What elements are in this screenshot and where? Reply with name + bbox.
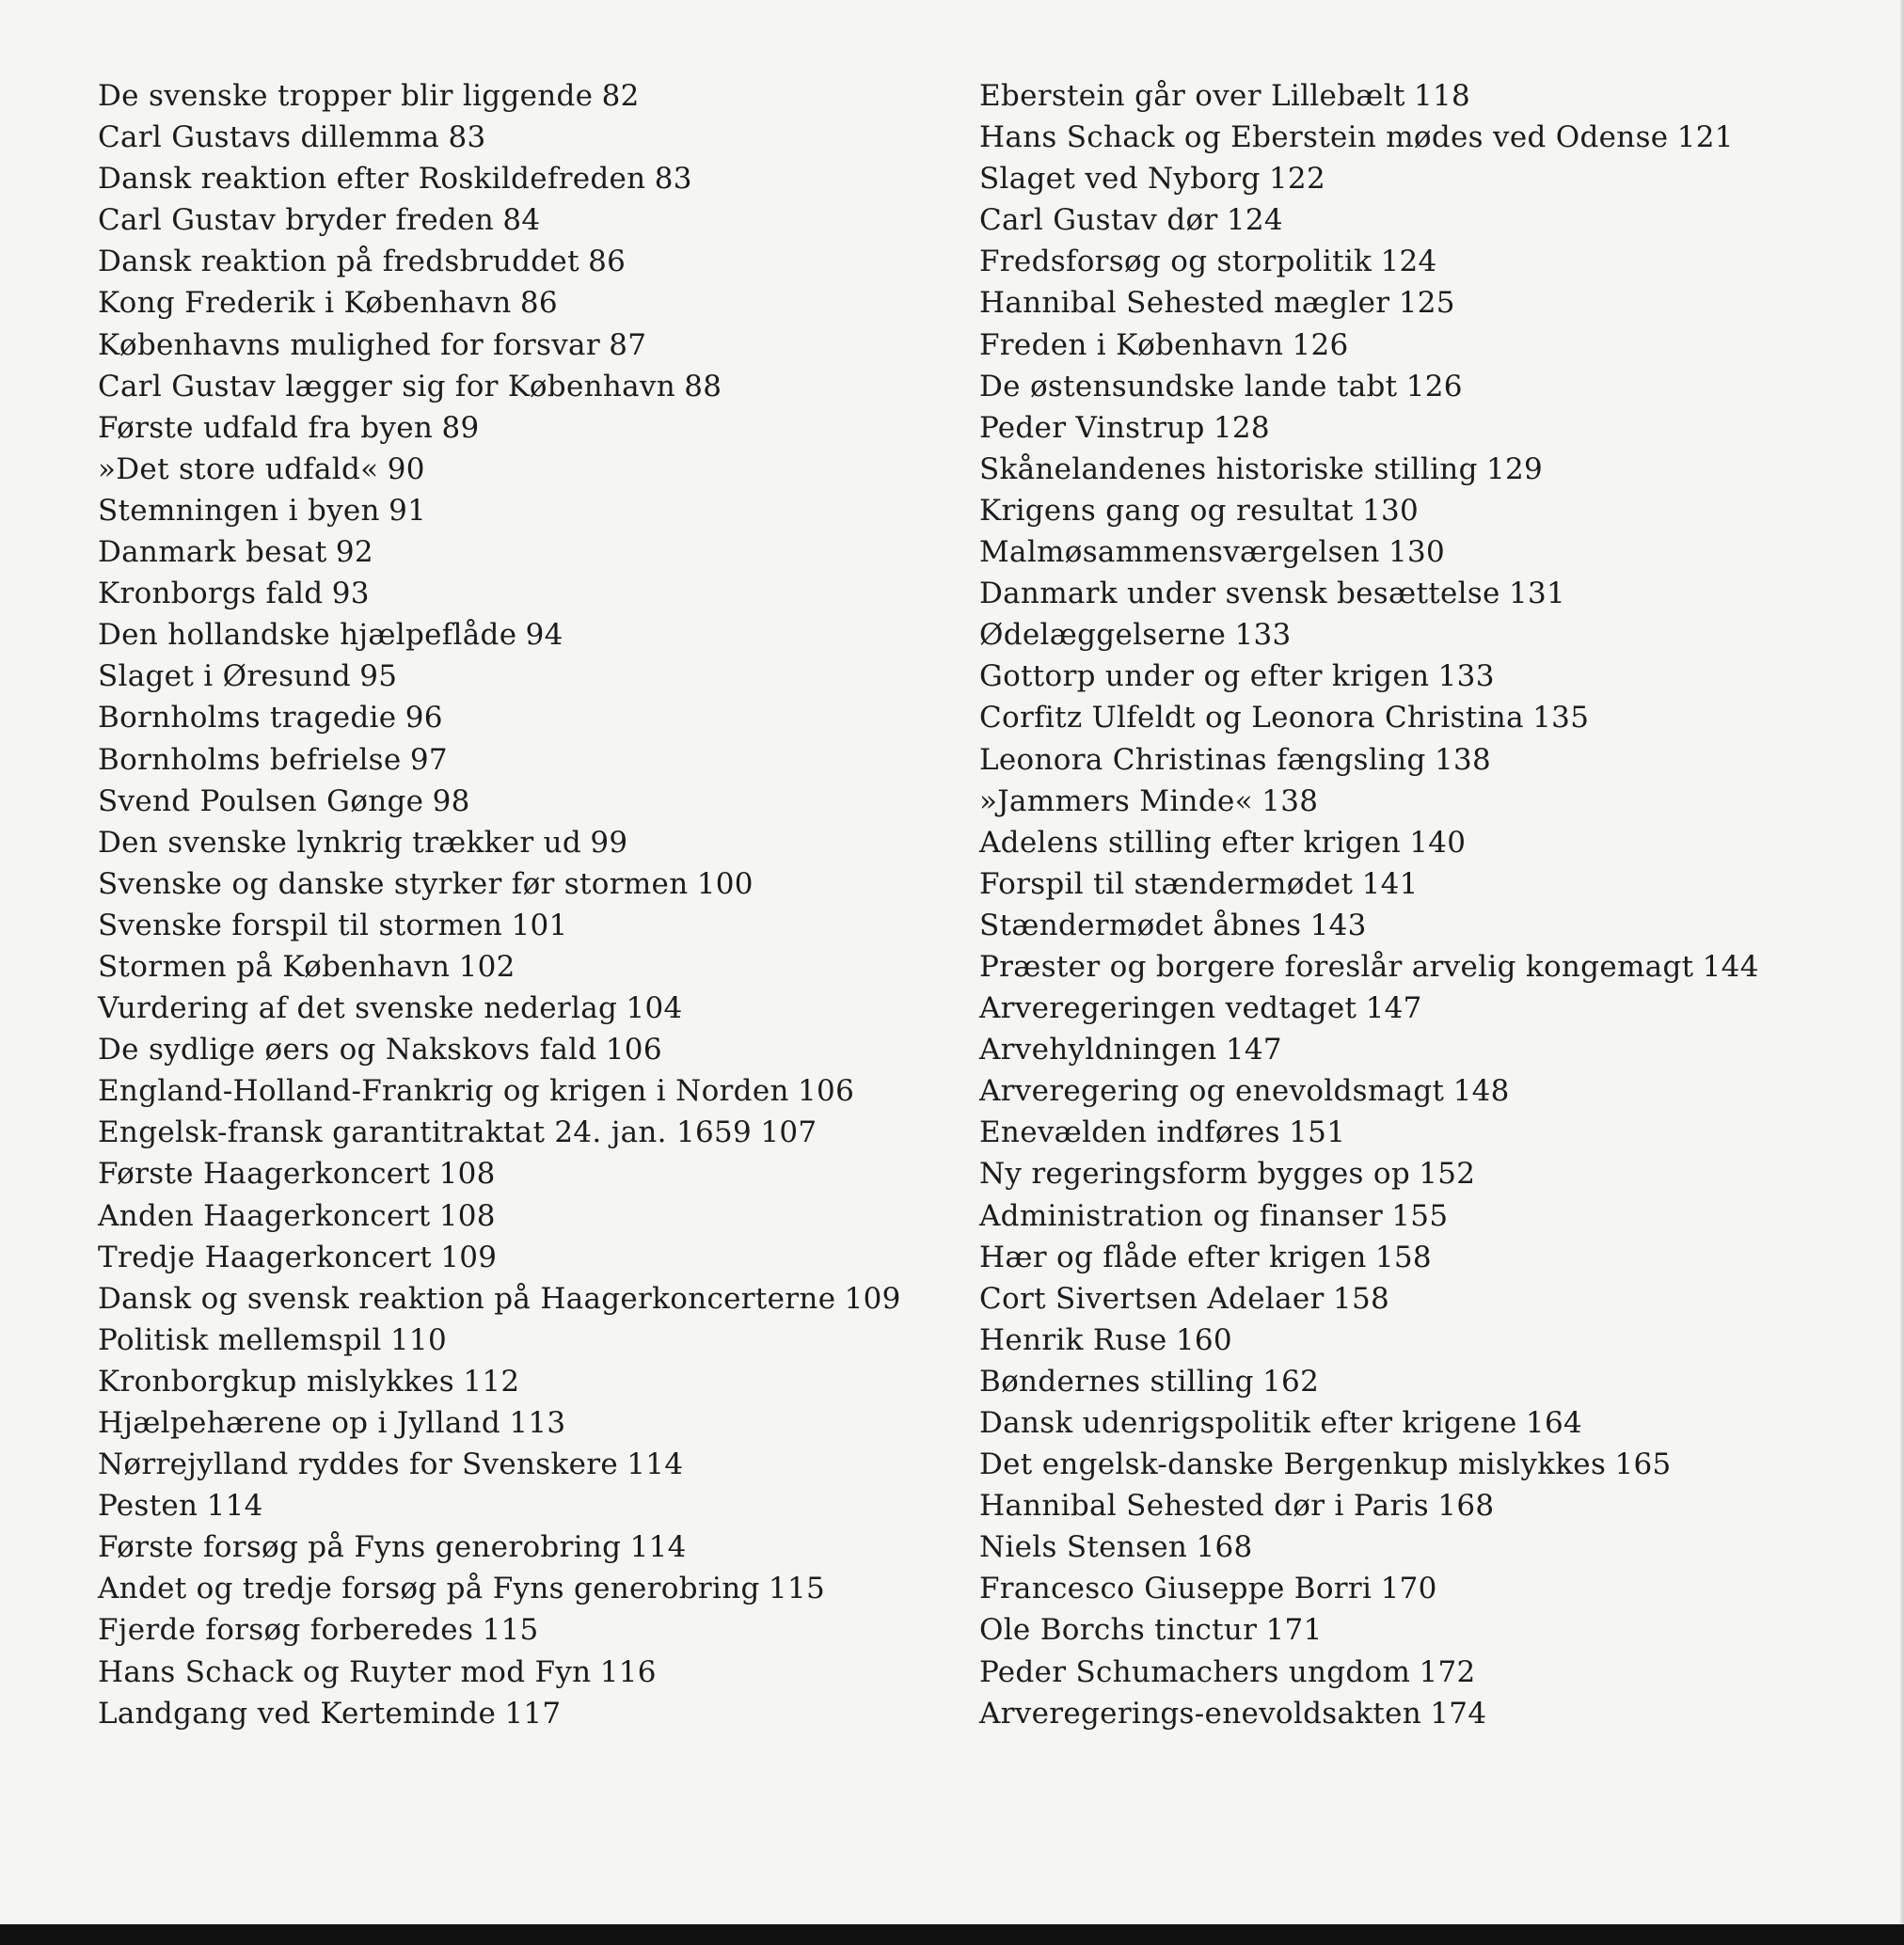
toc-entry-title: Fjerde forsøg forberedes <box>98 1613 474 1648</box>
toc-entry <box>98 1652 901 1693</box>
toc-entry-page-number: 124 <box>1226 203 1283 238</box>
toc-entry-page-number: 102 <box>458 949 516 984</box>
toc-entry <box>979 449 1759 490</box>
toc-entry <box>979 1195 1759 1237</box>
toc-entry-page-number: 114 <box>629 1530 687 1565</box>
toc-entry-page-number: 88 <box>684 369 722 403</box>
toc-entry <box>98 75 901 117</box>
toc-entry <box>98 573 901 614</box>
toc-entry <box>98 1153 901 1194</box>
toc-entry-page-number: 107 <box>760 1115 817 1150</box>
toc-entry-title: Tredje Haagerkoncert <box>98 1240 432 1274</box>
toc-entry <box>98 1693 901 1734</box>
toc-entry-title: Pesten <box>98 1489 198 1524</box>
toc-entry-page-number: 116 <box>599 1654 657 1689</box>
toc-entry-title: Skånelandenes historiske stilling <box>979 451 1478 486</box>
toc-entry-page-number: 95 <box>359 659 398 694</box>
toc-entry-title: Arvehyldningen <box>979 1033 1217 1067</box>
toc-entry-page-number: 109 <box>440 1240 498 1274</box>
toc-entry-title: Freden i København <box>979 327 1284 362</box>
toc-right-column <box>979 75 1759 1734</box>
toc-entry-page-number: 86 <box>519 286 558 321</box>
toc-entry <box>979 241 1759 282</box>
toc-entry <box>98 905 901 946</box>
toc-entry-title: Nørrejylland ryddes for Svenskere <box>98 1447 618 1482</box>
toc-entry <box>979 946 1759 988</box>
toc-entry <box>979 1693 1759 1734</box>
toc-entry-title: Bornholms tragedie <box>98 701 397 735</box>
toc-entry-page-number: 131 <box>1508 577 1566 611</box>
toc-entry-page-number: 125 <box>1398 286 1455 321</box>
toc-entry <box>979 117 1759 158</box>
toc-entry-title: Slaget ved Nyborg <box>979 162 1261 197</box>
scan-bottom-edge <box>0 1924 1904 1945</box>
toc-entry-title: Hannibal Sehested mægler <box>979 286 1390 321</box>
toc-entry-page-number: 92 <box>335 535 373 570</box>
toc-entry-page-number: 93 <box>331 577 370 611</box>
toc-entry <box>979 531 1759 573</box>
toc-entry-title: Hannibal Sehested dør i Paris <box>979 1489 1429 1524</box>
toc-entry <box>98 1112 901 1153</box>
toc-entry <box>979 282 1759 324</box>
toc-entry <box>979 614 1759 656</box>
toc-entry-title: Den hollandske hjælpeflåde <box>98 618 517 653</box>
toc-entry-page-number: 101 <box>511 908 568 942</box>
toc-entry <box>98 1070 901 1112</box>
toc-entry <box>98 490 901 531</box>
toc-entry <box>979 1278 1759 1320</box>
toc-entry <box>98 863 901 905</box>
toc-entry-page-number: 126 <box>1405 369 1463 403</box>
toc-entry <box>979 781 1759 822</box>
toc-entry <box>98 1609 901 1651</box>
toc-entry-title: Stormen på København <box>98 949 451 984</box>
toc-entry-page-number: 155 <box>1391 1198 1449 1233</box>
toc-entry-title: »Det store udfald« <box>98 451 379 486</box>
toc-entry <box>979 656 1759 697</box>
toc-entry <box>98 1237 901 1278</box>
toc-entry-page-number: 115 <box>482 1613 539 1648</box>
toc-entry <box>979 1112 1759 1153</box>
toc-entry-title: Bøndernes stilling <box>979 1364 1254 1399</box>
toc-entry-page-number: 87 <box>609 327 647 362</box>
toc-entry-page-number: 97 <box>409 742 448 777</box>
toc-entry-title: Hær og flåde efter krigen <box>979 1240 1367 1274</box>
toc-entry <box>979 1652 1759 1693</box>
toc-left-column <box>98 75 901 1734</box>
toc-entry-title: »Jammers Minde« <box>979 783 1253 818</box>
toc-entry-page-number: 164 <box>1525 1406 1582 1440</box>
toc-entry <box>979 366 1759 407</box>
toc-entry-page-number: 152 <box>1419 1157 1476 1192</box>
toc-entry-title: Svenske forspil til stormen <box>98 908 503 942</box>
toc-entry-page-number: 168 <box>1196 1530 1253 1565</box>
toc-entry-title: Krigens gang og resultat <box>979 493 1354 528</box>
toc-entry <box>98 1402 901 1444</box>
toc-entry-page-number: 82 <box>601 79 640 113</box>
toc-entry-title: Cort Sivertsen Adelaer <box>979 1281 1325 1316</box>
toc-entry-title: Landgang ved Kerteminde <box>98 1696 497 1731</box>
toc-entry-page-number: 168 <box>1437 1489 1495 1524</box>
toc-entry <box>98 988 901 1029</box>
toc-entry-page-number: 83 <box>448 120 486 155</box>
toc-entry-title: Carl Gustav bryder freden <box>98 203 495 238</box>
toc-entry-title: Francesco Giuseppe Borri <box>979 1572 1372 1606</box>
toc-entry-title: Malmøsammensværgelsen <box>979 535 1380 570</box>
toc-entry <box>98 656 901 697</box>
toc-entry-title: Fredsforsøg og storpolitik <box>979 245 1372 279</box>
toc-entry <box>98 739 901 781</box>
toc-entry-page-number: 106 <box>605 1033 662 1067</box>
toc-entry <box>98 1195 901 1237</box>
toc-entry <box>98 241 901 282</box>
toc-entry-page-number: 133 <box>1234 618 1292 653</box>
toc-entry-page-number: 162 <box>1262 1364 1320 1399</box>
toc-entry-page-number: 138 <box>1261 783 1319 818</box>
toc-entry-title: Peder Schumachers ungdom <box>979 1654 1411 1689</box>
toc-entry-title: Ny regeringsform bygges op <box>979 1157 1410 1192</box>
toc-entry <box>98 158 901 199</box>
toc-entry-page-number: 172 <box>1419 1654 1476 1689</box>
toc-entry <box>98 1361 901 1402</box>
toc-entry-page-number: 83 <box>654 162 692 197</box>
toc-entry <box>979 1070 1759 1112</box>
toc-entry-title: Vurdering af det svenske nederlag <box>98 991 618 1026</box>
toc-entry-page-number: 138 <box>1434 742 1492 777</box>
toc-entry-title: Bornholms befrielse <box>98 742 402 777</box>
toc-entry-title: Svend Poulsen Gønge <box>98 783 424 818</box>
toc-entry-page-number: 130 <box>1388 535 1446 570</box>
toc-entry <box>979 573 1759 614</box>
toc-entry-title: Leonora Christinas fængsling <box>979 742 1426 777</box>
toc-entry-title: Carl Gustav dør <box>979 203 1218 238</box>
toc-entry-page-number: 174 <box>1430 1696 1487 1731</box>
toc-entry-title: Forspil til stændermødet <box>979 866 1354 901</box>
toc-entry-page-number: 144 <box>1702 949 1759 984</box>
toc-entry-title: England-Holland-Frankrig og krigen i Norden <box>98 1074 789 1109</box>
toc-entry-title: Politisk mellemspil <box>98 1322 382 1357</box>
toc-entry-page-number: 106 <box>798 1074 855 1109</box>
page-edge-shadow <box>1900 0 1904 1945</box>
toc-entry <box>979 863 1759 905</box>
toc-entry-title: Kronborgkup mislykkes <box>98 1364 454 1399</box>
toc-entry-title: Enevælden indføres <box>979 1115 1280 1150</box>
toc-entry-title: Engelsk-fransk garantitraktat 24. jan. 1659 <box>98 1115 753 1150</box>
toc-entry-title: Adelens stilling efter krigen <box>979 825 1401 860</box>
toc-entry <box>979 1237 1759 1278</box>
toc-entry-title: Niels Stensen <box>979 1530 1188 1565</box>
toc-entry <box>98 531 901 573</box>
toc-entry-title: Arveregering og enevoldsmagt <box>979 1074 1445 1109</box>
toc-entry-page-number: 151 <box>1289 1115 1346 1150</box>
toc-entry-page-number: 122 <box>1268 162 1325 197</box>
toc-entry-title: Ole Borchs tinctur <box>979 1613 1258 1648</box>
toc-entry-title: Kong Frederik i København <box>98 286 512 321</box>
toc-entry <box>979 1444 1759 1485</box>
toc-entry <box>979 1153 1759 1194</box>
toc-entry-page-number: 108 <box>438 1157 496 1192</box>
toc-entry-page-number: 110 <box>389 1322 447 1357</box>
toc-entry <box>98 117 901 158</box>
toc-entry-page-number: 147 <box>1225 1033 1282 1067</box>
toc-entry-page-number: 115 <box>768 1572 825 1606</box>
toc-entry-title: Ødelæggelserne <box>979 618 1227 653</box>
toc-entry-page-number: 121 <box>1676 120 1734 155</box>
toc-entry <box>979 75 1759 117</box>
toc-entry-page-number: 158 <box>1374 1240 1432 1274</box>
toc-entry-page-number: 135 <box>1532 701 1590 735</box>
toc-entry <box>979 697 1759 738</box>
toc-entry-title: Dansk reaktion efter Roskildefreden <box>98 162 646 197</box>
toc-entry <box>98 614 901 656</box>
toc-entry-title: Præster og borgere foreslår arvelig kongemagt <box>979 949 1694 984</box>
toc-entry-page-number: 112 <box>463 1364 520 1399</box>
toc-entry-page-number: 108 <box>438 1198 496 1233</box>
toc-entry-title: Slaget i Øresund <box>98 659 351 694</box>
toc-entry <box>98 781 901 822</box>
toc-entry <box>979 490 1759 531</box>
toc-entry-title: Københavns mulighed for forsvar <box>98 327 600 362</box>
toc-entry-page-number: 94 <box>525 618 563 653</box>
toc-entry <box>98 697 901 738</box>
toc-entry-page-number: 89 <box>441 410 480 445</box>
toc-entry-title: De svenske tropper blir liggende <box>98 79 594 113</box>
toc-entry <box>979 199 1759 241</box>
toc-entry-title: Stændermødet åbnes <box>979 908 1302 942</box>
toc-entry <box>979 822 1759 863</box>
toc-entry-title: Peder Vinstrup <box>979 410 1205 445</box>
toc-entry <box>98 1029 901 1070</box>
toc-entry-page-number: 113 <box>509 1406 566 1440</box>
toc-entry-page-number: 96 <box>405 701 443 735</box>
toc-entry <box>98 324 901 366</box>
toc-entry-page-number: 130 <box>1362 493 1420 528</box>
toc-entry-page-number: 165 <box>1614 1447 1672 1482</box>
toc-entry <box>98 1278 901 1320</box>
toc-entry-title: Carl Gustavs dillemma <box>98 120 440 155</box>
toc-entry-title: Hans Schack og Ruyter mod Fyn <box>98 1654 592 1689</box>
toc-entry <box>979 1402 1759 1444</box>
toc-entry <box>98 1526 901 1568</box>
toc-entry-title: Hans Schack og Eberstein mødes ved Odense <box>979 120 1669 155</box>
toc-entry <box>98 366 901 407</box>
toc-entry-title: Carl Gustav lægger sig for København <box>98 369 675 403</box>
toc-entry <box>979 1526 1759 1568</box>
toc-entry-title: Kronborgs fald <box>98 577 324 611</box>
toc-entry-title: Svenske og danske styrker før stormen <box>98 866 689 901</box>
toc-entry-page-number: 141 <box>1361 866 1419 901</box>
toc-entry <box>979 407 1759 449</box>
toc-entry-title: Dansk udenrigspolitik efter krigene <box>979 1406 1517 1440</box>
toc-entry-page-number: 86 <box>588 245 627 279</box>
toc-entry <box>979 1361 1759 1402</box>
toc-entry-page-number: 114 <box>206 1489 263 1524</box>
toc-entry-title: Danmark besat <box>98 535 327 570</box>
toc-entry-title: Henrik Ruse <box>979 1322 1167 1357</box>
toc-entry <box>98 1444 901 1485</box>
toc-entry-title: Eberstein går over Lillebælt <box>979 79 1405 113</box>
toc-entry-page-number: 126 <box>1292 327 1349 362</box>
toc-entry-page-number: 171 <box>1265 1613 1323 1648</box>
toc-entry <box>98 946 901 988</box>
toc-entry-page-number: 158 <box>1332 1281 1389 1316</box>
toc-entry-page-number: 117 <box>504 1696 562 1731</box>
toc-entry-page-number: 109 <box>844 1281 901 1316</box>
toc-entry <box>979 988 1759 1029</box>
toc-entry-title: Første forsøg på Fyns generobring <box>98 1530 622 1565</box>
toc-entry-page-number: 128 <box>1213 410 1270 445</box>
toc-entry <box>98 449 901 490</box>
toc-entry-title: Corfitz Ulfeldt og Leonora Christina <box>979 701 1524 735</box>
toc-entry-page-number: 91 <box>389 493 427 528</box>
toc-entry-page-number: 100 <box>696 866 754 901</box>
toc-entry-title: Den svenske lynkrig trækker ud <box>98 825 582 860</box>
toc-entry <box>98 1485 901 1526</box>
toc-entry-title: Første udfald fra byen <box>98 410 434 445</box>
toc-entry-page-number: 98 <box>432 783 470 818</box>
toc-entry-title: Dansk reaktion på fredsbruddet <box>98 245 579 279</box>
toc-entry-page-number: 140 <box>1409 825 1467 860</box>
toc-entry-page-number: 129 <box>1486 451 1544 486</box>
toc-entry-page-number: 133 <box>1437 659 1495 694</box>
toc-entry-page-number: 104 <box>626 991 683 1026</box>
toc-entry-page-number: 99 <box>590 825 628 860</box>
toc-entry-page-number: 118 <box>1414 79 1471 113</box>
toc-entry-title: Det engelsk-danske Bergenkup mislykkes <box>979 1447 1607 1482</box>
toc-entry-page-number: 84 <box>502 203 541 238</box>
toc-entry-title: Arveregeringen vedtaget <box>979 991 1357 1026</box>
toc-entry-page-number: 147 <box>1365 991 1422 1026</box>
toc-entry <box>979 324 1759 366</box>
toc-entry-title: Gottorp under og efter krigen <box>979 659 1430 694</box>
toc-entry-page-number: 114 <box>627 1447 684 1482</box>
toc-entry-page-number: 170 <box>1380 1572 1437 1606</box>
toc-entry-page-number: 90 <box>387 451 425 486</box>
toc-entry <box>979 1485 1759 1526</box>
toc-entry-title: Administration og finanser <box>979 1198 1383 1233</box>
toc-entry <box>979 905 1759 946</box>
toc-entry <box>98 282 901 324</box>
toc-entry-title: Danmark under svensk besættelse <box>979 577 1500 611</box>
toc-entry <box>979 1320 1759 1361</box>
toc-entry <box>979 158 1759 199</box>
toc-entry-page-number: 148 <box>1452 1074 1510 1109</box>
toc-entry <box>979 1029 1759 1070</box>
toc-entry-title: Anden Haagerkoncert <box>98 1198 431 1233</box>
toc-entry-title: De sydlige øers og Nakskovs fald <box>98 1033 597 1067</box>
toc-entry-page-number: 124 <box>1380 245 1437 279</box>
toc-entry <box>979 1609 1759 1651</box>
toc-entry <box>979 739 1759 781</box>
toc-entry-title: Første Haagerkoncert <box>98 1157 431 1192</box>
toc-entry-page-number: 160 <box>1175 1322 1232 1357</box>
toc-entry-page-number: 143 <box>1309 908 1367 942</box>
toc-entry-title: Arveregerings-enevoldsakten <box>979 1696 1421 1731</box>
toc-entry-title: Stemningen i byen <box>98 493 380 528</box>
toc-entry-title: De østensundske lande tabt <box>979 369 1398 403</box>
toc-entry <box>98 1568 901 1609</box>
toc-entry <box>98 822 901 863</box>
toc-entry-title: Andet og tredje forsøg på Fyns generobring <box>98 1572 760 1606</box>
toc-entry-title: Hjælpehærene op i Jylland <box>98 1406 501 1440</box>
toc-entry <box>979 1568 1759 1609</box>
toc-entry <box>98 1320 901 1361</box>
toc-entry <box>98 199 901 241</box>
toc-entry-title: Dansk og svensk reaktion på Haagerkoncerterne <box>98 1281 836 1316</box>
toc-entry <box>98 407 901 449</box>
